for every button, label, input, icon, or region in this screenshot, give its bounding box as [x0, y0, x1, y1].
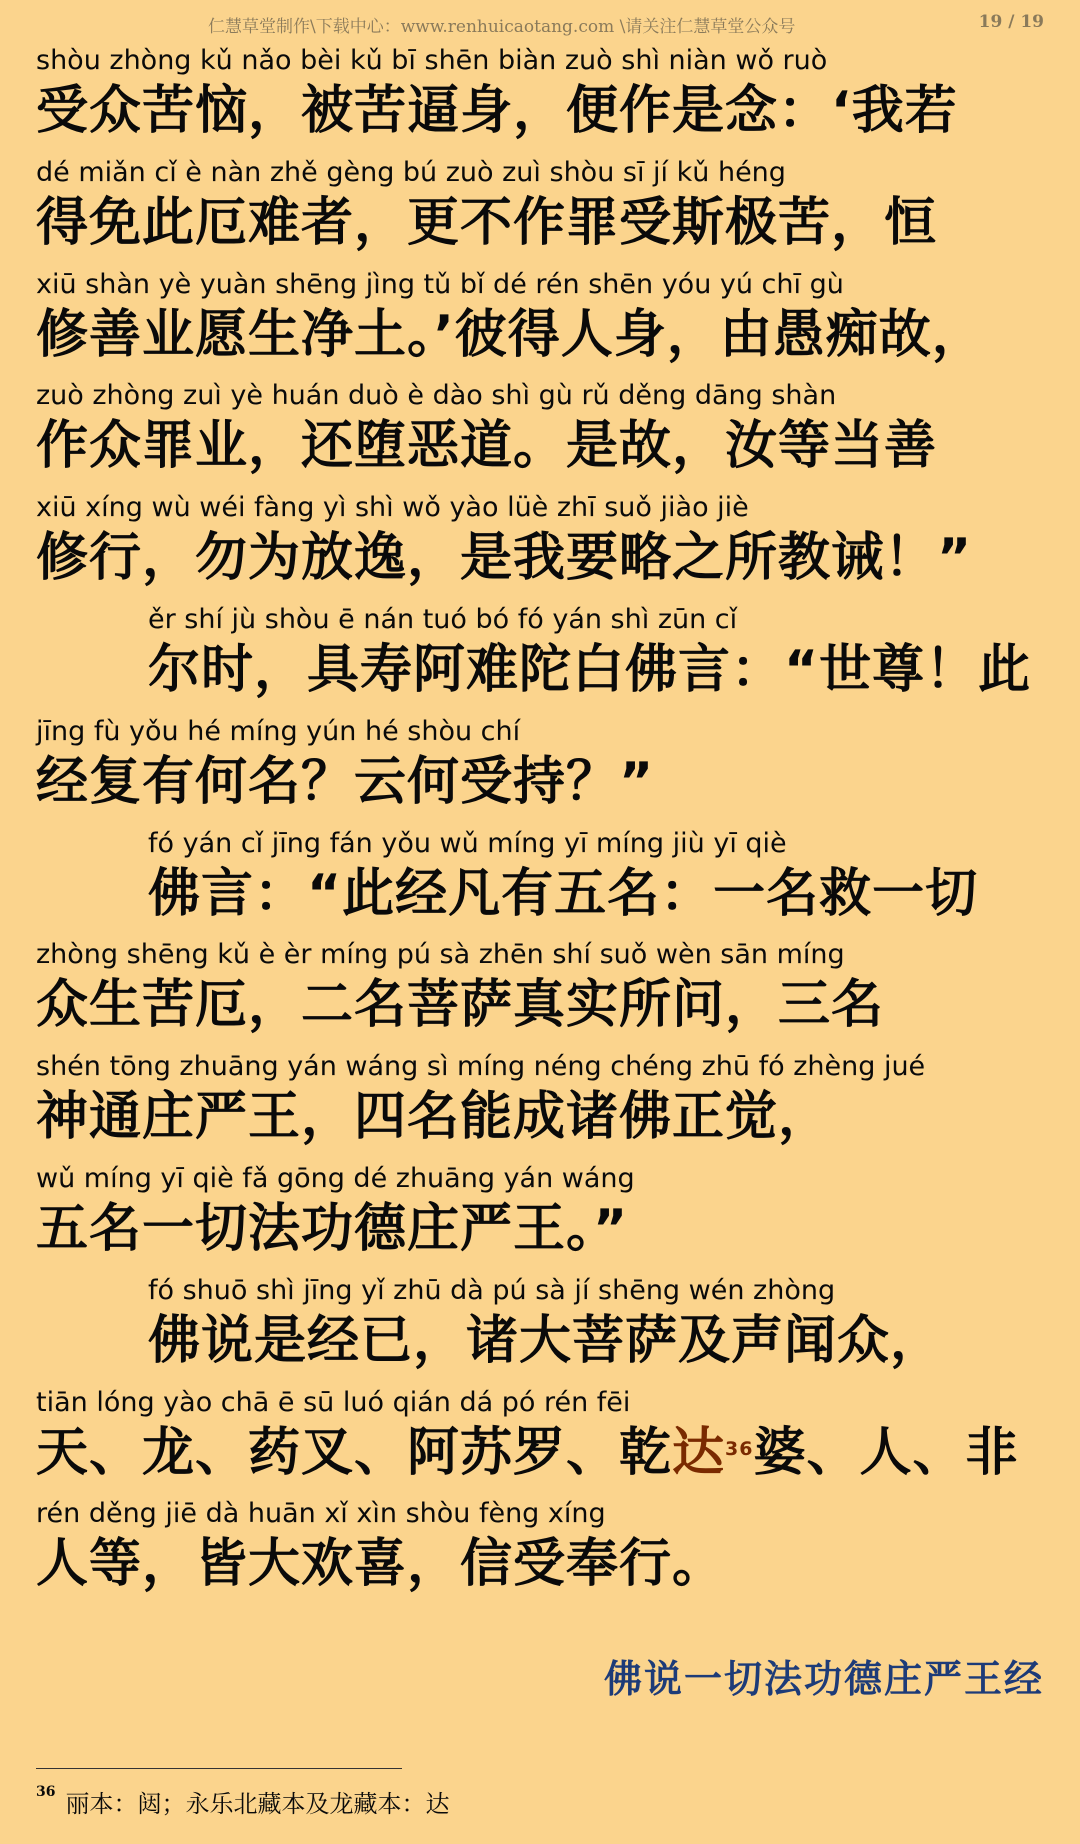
pinyin-row: tiān lóng yào chā ē sū luó qián dá pó rén fēi [36, 1386, 631, 1418]
pinyin-row: ěr shí jù shòu ē nán tuó bó fó yán shì zūn cǐ [148, 603, 738, 635]
footnote-reference[interactable]: 36 [725, 1437, 754, 1460]
hanzi-row: 五名一切法功德庄严王。” [36, 1198, 629, 1259]
text-line [36, 379, 1046, 491]
pinyin-row: fó yán cǐ jīng fán yǒu wǔ míng yī míng jiù yī qiè [148, 827, 787, 859]
text-line [36, 491, 1046, 603]
footnote [36, 1784, 449, 1819]
hanzi-row: 佛说是经已，诸大菩萨及声闻众， [148, 1310, 944, 1371]
pinyin-row: dé miǎn cǐ è nàn zhě gèng bú zuò zuì shòu sī jí kǔ héng [36, 156, 786, 188]
hanzi-row: 佛言：“此经凡有五名：一名救一切 [148, 863, 979, 924]
hanzi-row: 作众罪业，还堕恶道。是故，汝等当善 [36, 416, 938, 477]
text-line [36, 1162, 1046, 1274]
hanzi-row: 经复有何名？云何受持？” [36, 751, 655, 812]
hanzi-row: 人等，皆大欢喜，信受奉行。 [36, 1534, 726, 1595]
hanzi-row: 修善业愿生净土。’彼得人身，由愚痴故， [36, 304, 985, 365]
hanzi-row: 修行，勿为放逸，是我要略之所教诫！” [36, 528, 973, 589]
sutra-title: 佛说一切法功德庄严王经 [603, 1656, 1044, 1701]
text-line-indented [36, 827, 1046, 939]
page-number: 19 / 19 [978, 12, 1044, 32]
pinyin-row: shòu zhòng kǔ nǎo bèi kǔ bī shēn biàn zuò shì niàn wǒ ruò [36, 45, 828, 76]
footnote-number: 36 [36, 1784, 56, 1800]
footnoted-character: 达 [672, 1422, 726, 1483]
text-line [36, 1497, 1046, 1609]
text-line [36, 156, 1046, 268]
hanzi-row [36, 1422, 1046, 1488]
text-line [36, 1386, 1046, 1498]
footnote-text: 丽本：闼；永乐北藏本及龙藏本：达 [65, 1790, 450, 1818]
text-line [36, 1050, 1046, 1162]
pinyin-row: jīng fù yǒu hé míng yún hé shòu chí [36, 715, 521, 747]
footnote-divider [36, 1768, 402, 1769]
hanzi-row: 尔时，具寿阿难陀白佛言：“世尊！此 [148, 639, 1032, 700]
hanzi-row: 受众苦恼，被苦逼身，便作是念：‘我若 [36, 81, 958, 141]
pinyin-row: shén tōng zhuāng yán wáng sì míng néng chéng zhū fó zhèng jué [36, 1051, 926, 1083]
pinyin-row: zhòng shēng kǔ è èr míng pú sà zhēn shí suǒ wèn sān míng [36, 939, 845, 971]
pinyin-row: xiū xíng wù wéi fàng yì shì wǒ yào lüè zhī suǒ jiào jiè [36, 492, 749, 524]
hanzi-segment: 婆、人、非 [753, 1422, 1019, 1483]
hanzi-row: 得免此厄难者，更不作罪受斯极苦，恒 [36, 192, 938, 253]
hanzi-row: 神通庄严王，四名能成诸佛正觉， [36, 1087, 832, 1148]
text-line [36, 268, 1046, 380]
pinyin-row: xiū shàn yè yuàn shēng jìng tǔ bǐ dé rén shēn yóu yú chī gù [36, 268, 844, 300]
pinyin-row: fó shuō shì jīng yǐ zhū dà pú sà jí shēng wén zhòng [148, 1274, 836, 1306]
scripture-body [36, 44, 1046, 1609]
page-header [0, 10, 1080, 36]
hanzi-row: 众生苦厄，二名菩萨真实所问，三名 [36, 975, 885, 1036]
text-line [36, 44, 1046, 156]
pinyin-row: wǔ míng yī qiè fǎ gōng dé zhuāng yán wáng [36, 1162, 635, 1194]
hanzi-segment: 天、龙、药叉、阿苏罗、乾 [36, 1422, 673, 1483]
pinyin-row: rén děng jiē dà huān xǐ xìn shòu fèng xíng [36, 1498, 606, 1530]
header-source: 仁慧草堂制作\下载中心：www.renhuicaotang.com \请关注仁慧草堂公众号 [208, 17, 796, 37]
text-line-indented [36, 603, 1046, 715]
text-line [36, 715, 1046, 827]
pinyin-row: zuò zhòng zuì yè huán duò è dào shì gù rǔ děng dāng shàn [36, 380, 837, 412]
text-line [36, 938, 1046, 1050]
text-line-indented [36, 1274, 1046, 1386]
